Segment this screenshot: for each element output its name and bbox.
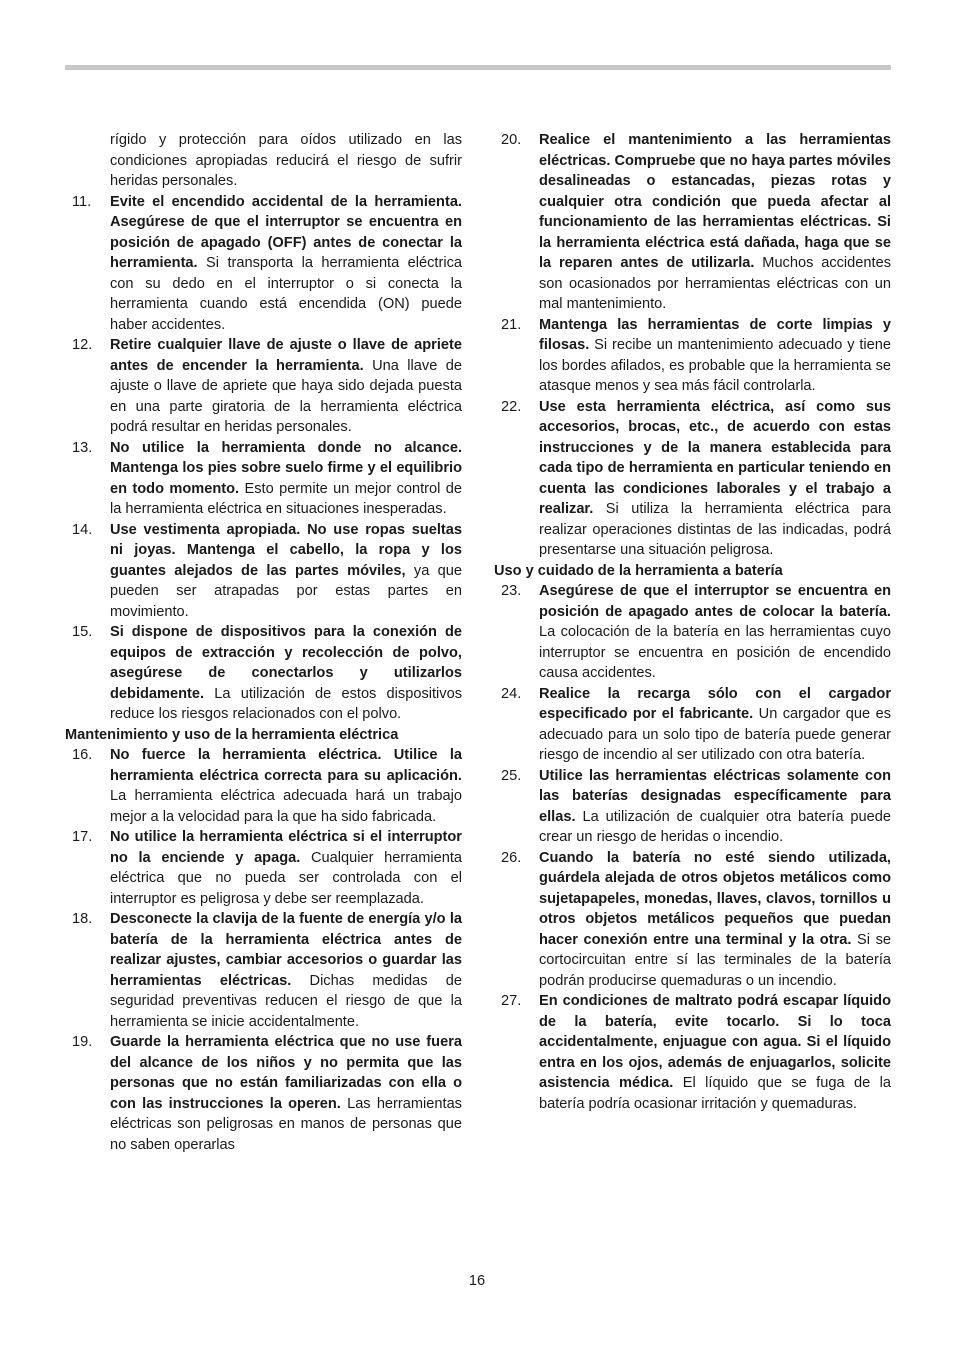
item-number: 14. [72, 521, 93, 538]
continuation-text: rígido y protección para oídos utilizado en las condiciones apropiadas reducirá el riesgo de sufrir heridas personales. [110, 132, 462, 189]
list-item [494, 130, 891, 315]
right-column [494, 130, 891, 1114]
list-item [494, 581, 891, 684]
item-body-text: Muchos accidentes son ocasionados por herramientas eléctricas con un mal mantenimiento. [539, 255, 891, 312]
item-number: 27. [501, 993, 522, 1009]
list-item [494, 766, 891, 848]
page-number: 16 [468, 1273, 486, 1289]
item-number: 25. [501, 767, 522, 784]
list-item [65, 622, 462, 725]
list-item [65, 827, 462, 909]
list-item [494, 315, 891, 397]
item-body-text: Un cargador que es adecuado para un solo tipo de batería puede generar riesgo de incendio al ser utilizado con otra batería. [539, 706, 891, 763]
item-body-text: Si transporta la herramienta eléctrica con su dedo en el interruptor o si conecta la herramienta cuando está encendida (ON) puede haber accidentes. [110, 255, 462, 333]
item-body-text: ya que pueden ser atrapadas por estas partes en movimiento. [110, 562, 462, 620]
item-list [494, 130, 891, 561]
item-body-text: Esto permite un mejor control de la herramienta eléctrica en situaciones inesperadas. [110, 480, 462, 517]
item-bold-text: Retire cualquier llave de ajuste o llave de apriete antes de encender la herramienta. [110, 337, 462, 374]
item-bold-text: Realice la recarga sólo con el cargador especificado por el fabricante. [539, 685, 891, 722]
item-body-text: La herramienta eléctrica adecuada hará un trabajo mejor a la velocidad para la que ha sido fabricada. [110, 788, 462, 825]
item-bold-text: Guarde la herramienta eléctrica que no use fuera del alcance de los niños y no permita que las personas que no están familiarizadas con ella o con las instrucciones la operen. [110, 1034, 462, 1112]
list-item [494, 684, 891, 766]
item-body-text: Si utiliza la herramienta eléctrica para realizar operaciones distintas de las indicadas, podrá presentarse una situación peligrosa. [539, 501, 891, 558]
item-number: 23. [501, 583, 522, 599]
item-body-text: Si recibe un mantenimiento adecuado y tiene los bordes afilados, es probable que la herramienta se atasque menos y sea más fácil controlarla. [539, 337, 891, 394]
item-list [65, 745, 462, 1155]
left-column [65, 130, 462, 1155]
item-number: 11. [72, 193, 92, 210]
list-item [65, 192, 462, 336]
item-number: 17. [72, 829, 93, 845]
item-bold-text: Desconecte la clavija de la fuente de energía y/o la batería de la herramienta eléctrica antes de realizar ajustes, cambiar accesorios o guardar las herramientas eléctricas. [110, 911, 462, 989]
list-item [65, 438, 462, 520]
item-bold-text: Cuando la batería no esté siendo utilizada, guárdela alejada de otros objetos metálicos como sujetapapeles, monedas, llaves, clavos, tornillos u otros objetos metálicos pequeños que puedan hacer conexión entre una terminal y la otra. [539, 849, 891, 948]
item-bold-text: En condiciones de maltrato podrá escapar líquido de la batería, evite tocarlo. Si lo toca accidentalmente, enjuague con agua. Si el líquido entra en los ojos, además de enjuagarlos, solicite asistencia médica. [539, 993, 891, 1091]
item-body-text: Una llave de ajuste o llave de apriete que haya sido dejada puesta en una parte giratoria de la herramienta eléctrica podrá resultar en heridas personales. [110, 357, 462, 435]
item-number: 18. [72, 911, 93, 927]
header-rule [65, 65, 891, 70]
section-heading: Uso y cuidado de la herramienta a batería [494, 562, 783, 579]
item-body-text: El líquido que se fuga de la batería podría ocasionar irritación y quemaduras. [539, 1075, 891, 1112]
item-number: 21. [501, 316, 522, 333]
item-bold-text: Asegúrese de que el interruptor se encuentra en posición de apagado antes de colocar la batería. [539, 583, 891, 620]
item-body-text: Si se cortocircuitan entre sí las terminales de la batería podrán producirse quemaduras o un incendio. [539, 931, 892, 989]
list-item [494, 397, 891, 561]
item-body-text: Las herramientas eléctricas son peligrosas en manos de personas que no saben operarlas [110, 1095, 462, 1153]
item-body-text: La colocación de la batería en las herramientas cuyo interruptor se encuentra en posición de encendido causa accidentes. [539, 624, 891, 681]
section-heading: Mantenimiento y uso de la herramienta eléctrica [65, 726, 399, 743]
item-body-text: Dichas medidas de seguridad preventivas reducen el riesgo de que la herramienta se inicie accidentalmente. [110, 972, 462, 1030]
item-bold-text: No utilice la herramienta donde no alcance. Mantenga los pies sobre suelo firme y el equilibrio en todo momento. [110, 439, 462, 497]
item-number: 12. [72, 337, 93, 353]
item-number: 22. [501, 398, 522, 415]
item-number: 26. [501, 849, 522, 866]
item-bold-text: Use esta herramienta eléctrica, así como sus accesorios, brocas, etc., de acuerdo con estas instrucciones y de la manera establecida para cada tipo de herramienta en particular teniendo en cuenta las condiciones laborales y el trabajo a realizar. [539, 398, 891, 517]
item-bold-text: No utilice la herramienta eléctrica si el interruptor no la enciende y apaga. [110, 829, 462, 866]
item-bold-text: Evite el encendido accidental de la herramienta. Asegúrese de que el interruptor se encuentra en posición de apagado (OFF) antes de conectar la herramienta. [110, 193, 462, 271]
list-item [494, 991, 891, 1114]
list-item [65, 1032, 462, 1155]
item-bold-text: Utilice las herramientas eléctricas solamente con las baterías designadas específicamente para ellas. [539, 767, 891, 825]
item-bold-text: No fuerce la herramienta eléctrica. Utilice la herramienta eléctrica correcta para su aplicación. [110, 747, 462, 784]
item-number: 15. [72, 624, 93, 640]
item-bold-text: Si dispone de dispositivos para la conexión de equipos de extracción y recolección de polvo, asegúrese de conectarlos y utilizarlos debidamente. [110, 624, 462, 702]
item-list [65, 192, 462, 725]
item-bold-text: Use vestimenta apropiada. No use ropas sueltas ni joyas. Mantenga el cabello, la ropa y los guantes alejados de las partes móviles, [110, 521, 462, 579]
list-item [65, 909, 462, 1032]
item-number: 16. [72, 747, 93, 763]
item-number: 24. [501, 685, 522, 702]
list-item [65, 520, 462, 623]
item-body-text: La utilización de estos dispositivos reduce los riesgos relacionados con el polvo. [110, 685, 462, 722]
list-item [65, 335, 462, 438]
item-bold-text: Realice el mantenimiento a las herramientas eléctricas. Compruebe que no haya partes móviles desalineadas o estancadas, piezas rotas y cualquier otra condición que pueda afectar al funcionamiento de las herramientas eléctricas. Si la herramienta eléctrica está dañada, haga que se la reparen antes de utilizarla. [539, 132, 892, 271]
list-item [494, 848, 891, 992]
item-number: 20. [501, 132, 522, 148]
item-bold-text: Mantenga las herramientas de corte limpias y filosas. [539, 316, 891, 353]
item-body-text: La utilización de cualquier otra batería puede crear un riesgo de heridas o incendio. [539, 808, 891, 845]
item-list [494, 581, 891, 1114]
item-number: 19. [72, 1034, 93, 1050]
item-number: 13. [72, 439, 93, 456]
list-item [65, 745, 462, 827]
item-body-text: Cualquier herramienta eléctrica que no pueda ser controlada con el interruptor es peligrosa y debe ser reemplazada. [110, 849, 462, 907]
